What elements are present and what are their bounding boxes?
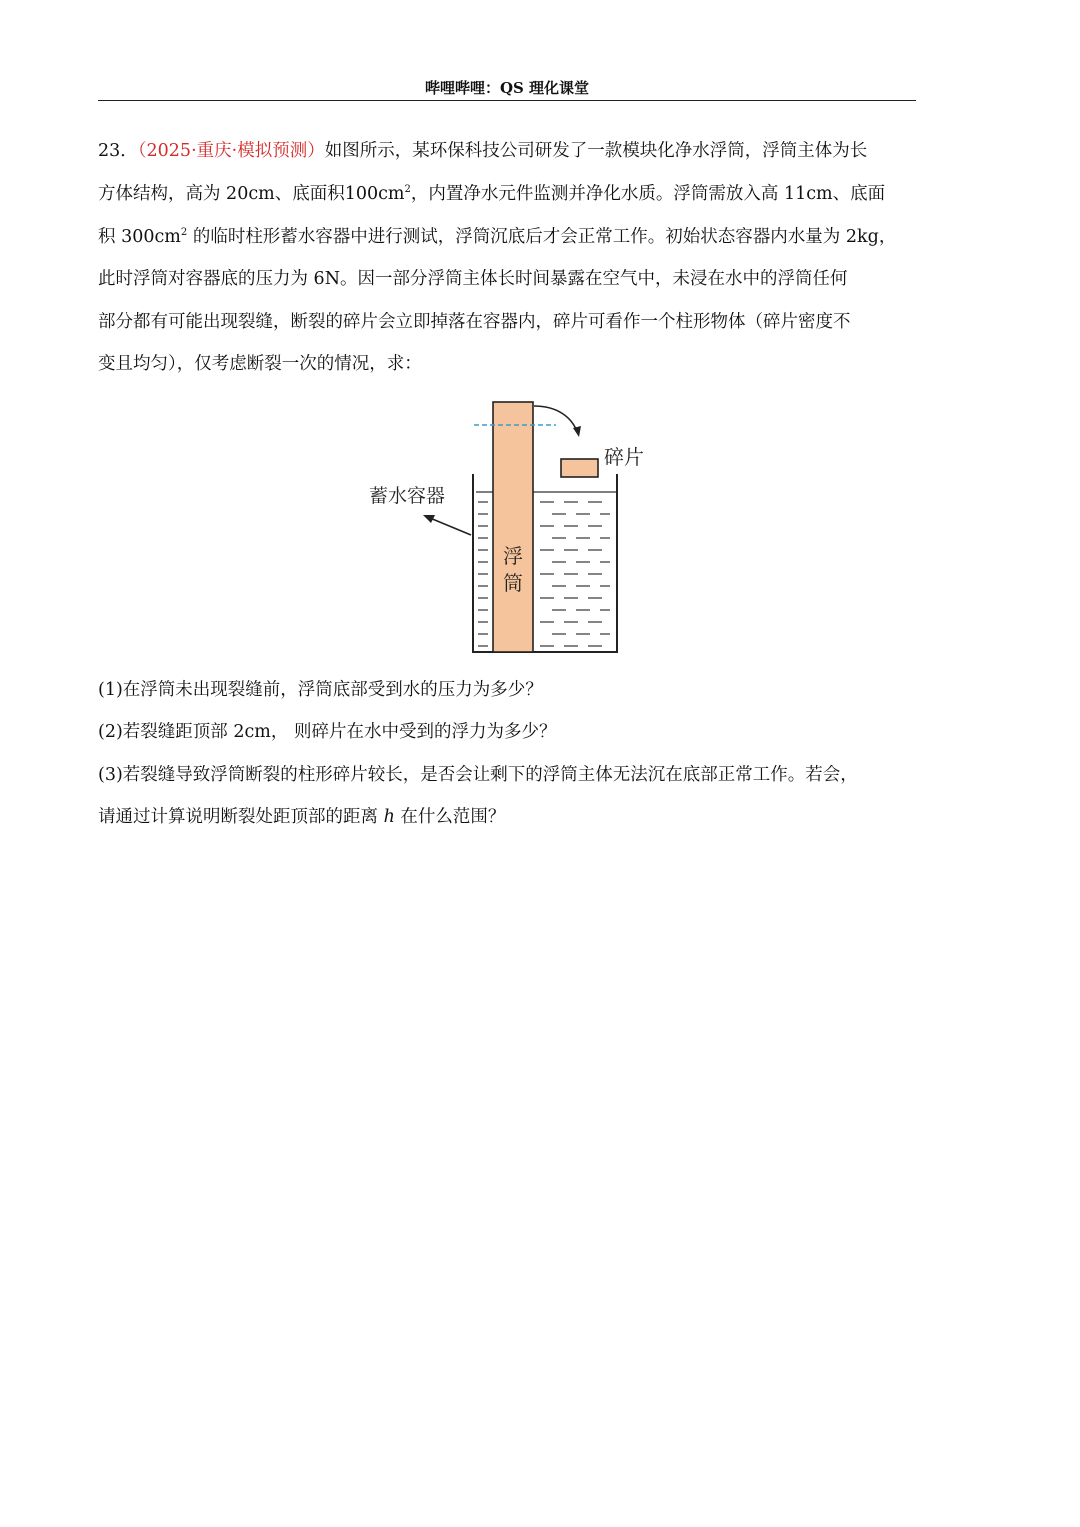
sub-question-3-line-1: (3)若裂缝导致浮筒断裂的柱形碎片较长，是否会让剩下的浮筒主体无法沉在底部正常工作。若会，	[98, 765, 858, 785]
question-number: 23．	[98, 141, 138, 161]
header-rule	[98, 100, 916, 101]
sub-question-3-text-b: 在什么范围？	[394, 807, 506, 827]
fall-arrow	[534, 406, 578, 434]
container-label: 蓄水容器	[369, 485, 446, 507]
buoy-diagram	[360, 392, 680, 662]
question-text-3b: 的临时柱形蓄水容器中进行测试，浮筒沉底后才会正常工作。初始状态容器内水量为 2kg，	[187, 227, 897, 247]
question-line-2	[98, 182, 885, 206]
question-text-2b: ，内置净水元件监测并净化水质。浮筒需放入高 11cm、底面	[410, 184, 886, 204]
page-header-title: 哔哩哔哩：QS 理化课堂	[424, 79, 590, 97]
buoy-label-top: 浮	[503, 544, 523, 568]
fall-arrow-head	[573, 426, 581, 437]
question-line-3	[98, 225, 896, 249]
buoy-label-bottom: 筒	[503, 571, 523, 595]
question-source: （2025·重庆·模拟预测）	[137, 141, 325, 161]
sub-question-2: (2)若裂缝距顶部 2cm， 则碎片在水中受到的浮力为多少？	[98, 722, 557, 742]
question-line-6: 变且均匀），仅考虑断裂一次的情况，求：	[98, 354, 422, 374]
sub-question-1: (1)在浮筒未出现裂缝前，浮筒底部受到水的压力为多少？	[98, 680, 543, 700]
question-text-2a: 方体结构，高为 20cm、底面积100cm	[98, 184, 405, 204]
sub-question-3-text-a: 请通过计算说明断裂处距顶部的距离	[98, 807, 384, 827]
sub-question-3-line-2	[98, 805, 505, 829]
question-text-3a: 积 300cm	[98, 227, 181, 247]
question-text-1: 如图所示，某环保科技公司研发了一款模块化净水浮筒，浮筒主体为长	[324, 141, 868, 161]
buoy-body	[493, 402, 533, 652]
question-line-4: 此时浮筒对容器底的压力为 6N。因一部分浮筒主体长时间暴露在空气中，未浸在水中的浮筒任何	[98, 269, 848, 289]
container-pointer-line	[430, 518, 471, 535]
fragment-piece	[561, 459, 598, 477]
question-line-5: 部分都有可能出现裂缝，断裂的碎片会立即掉落在容器内，碎片可看作一个柱形物体（碎片密度不	[98, 312, 851, 332]
fragment-label: 碎片	[604, 445, 644, 469]
superscript-2: 2	[404, 184, 411, 195]
superscript-3: 2	[180, 227, 188, 238]
question-line-1	[98, 139, 867, 163]
variable-h: h	[383, 807, 395, 827]
